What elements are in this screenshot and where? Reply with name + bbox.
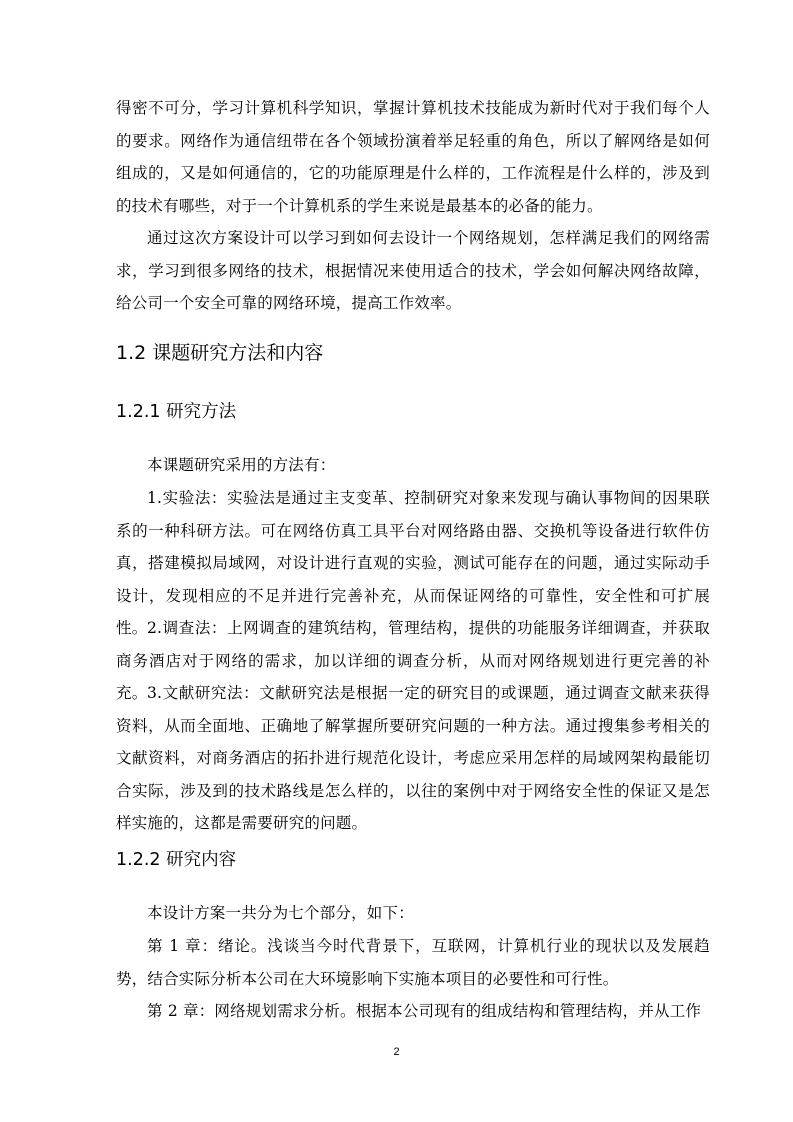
methods-intro: 本课题研究采用的方法有： xyxy=(147,456,336,474)
intro-paragraph-1: 得密不可分，学习计算机科学知识，掌握计算机技术技能成为新时代对于我们每个人的要求。网络作为通信纽带在各个领域扮演着举足轻重的角色，所以了解网络是如何组成的，又是如何通信的，它的功能原理是什么样的，工作流程是什么样的，涉及到的技术有哪些，对于一个计算机系的学生来说是最基本的必备的能力。 xyxy=(116,99,710,215)
subsection-heading-research-methods: 1.2.1 研究方法 xyxy=(116,402,237,422)
chapter-2-summary: 第 2 章：网络规划需求分析。根据本公司现有的组成结构和管理结构，并从工作 xyxy=(147,1002,702,1020)
method-literature: 3.文献研究法：文献研究法是根据一定的研究目的或课题，通过调查文献来获得资料，从而全面地、正确地了解掌握所要研究问题的一种方法。通过搜集参考相关的文献资料，对商务酒店的拓扑进行规范化设计，考虑应采用怎样的局域网架构最能切合实际，涉及到的技术路线是怎么样的，以往的案例中对于网络安全性的保证又是怎样实施的，这都是需要研究的问题。 xyxy=(116,684,710,833)
chapter-1-summary: 第 1 章：绪论。浅谈当今时代背景下，互联网，计算机行业的现状以及发展趋势，结合实际分析本公司在大环境影响下实施本项目的必要性和可行性。 xyxy=(116,937,710,988)
method-survey: 2.调查法：上网调查的建筑结构，管理结构，提供的功能服务详细调查，并获取商务酒店对于网络的需求，加以详细的调查分析，从而对网络规划进行更完善的补充。 xyxy=(116,619,710,703)
contents-intro: 本设计方案一共分为七个部分，如下： xyxy=(147,904,414,922)
section-heading-1-2: 1.2 课题研究方法和内容 xyxy=(116,342,324,364)
subsection-heading-research-content: 1.2.2 研究内容 xyxy=(116,850,237,870)
page-number: 2 xyxy=(393,1046,400,1058)
intro-paragraph-2: 通过这次方案设计可以学习到如何去设计一个网络规划，怎样满足我们的网络需求，学习到很多网络的技术，根据情况来使用适合的技术，学会如何解决网络故障，给公司一个安全可靠的网络环境，提高工作效率。 xyxy=(116,229,710,313)
method-experiment: 1.实验法：实验法是通过主支变革、控制研究对象来发现与确认事物间的因果联系的一种科研方法。可在网络仿真工具平台对网络路由器、交换机等设备进行软件仿真，搭建模拟局域网，对设计进行直观的实验，测试可能存在的问题，通过实际动手设计，发现相应的不足并进行完善补充，从而保证网络的可靠性，安全性和可扩展性。 xyxy=(116,489,710,638)
